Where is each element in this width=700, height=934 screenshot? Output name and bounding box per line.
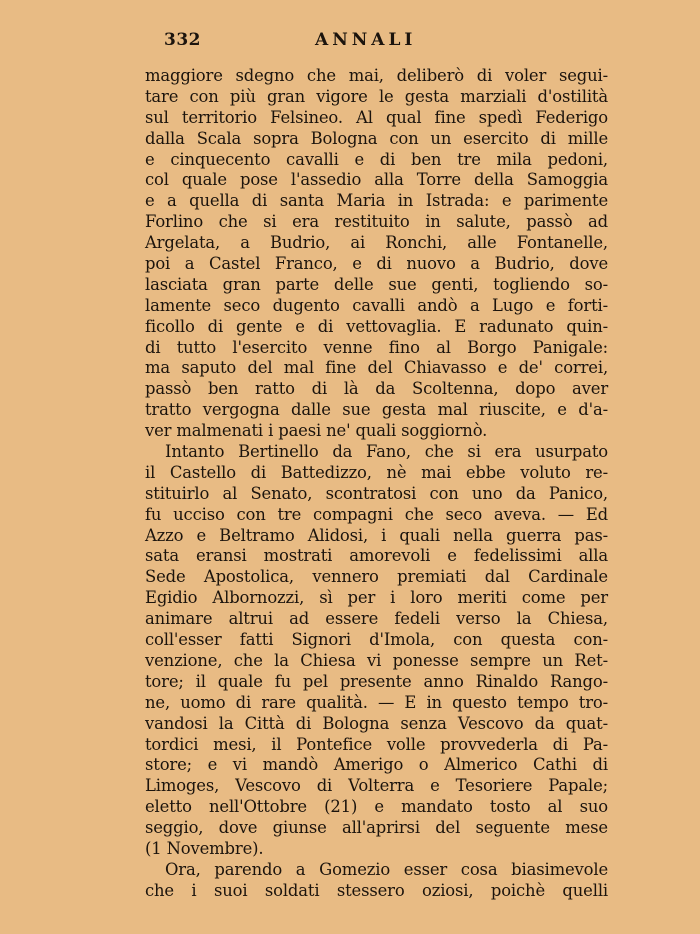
text-line: stituirlo al Senato, scontratosi con uno da Panico, (145, 483, 608, 503)
text-line: sata eransi mostrati amorevoli e fedelissimi alla (145, 546, 608, 566)
text-line: ficollo di gente e di vettovaglia. E radunato quin- (145, 316, 608, 336)
text-line: Forlino che si era restituito in salute, passò ad (145, 212, 608, 232)
text-line: passò ben ratto di là da Scoltenna, dopo aver (145, 379, 608, 399)
text-line: ne, uomo di rare qualità. — E in questo tempo tro- (145, 692, 608, 712)
text-line: venzione, che la Chiesa vi ponesse sempre un Ret- (145, 650, 608, 670)
text-line: Egidio Albornozzi, sì per i loro meriti come per (145, 588, 608, 608)
text-line: che i suoi soldati stessero oziosi, poichè quelli (145, 880, 608, 900)
text-line: tore; il quale fu pel presente anno Rinaldo Rango- (145, 671, 608, 691)
text-line: di tutto l'esercito venne fino al Borgo Panigale: (145, 337, 608, 357)
text-line: Ora, parendo a Gomezio esser cosa biasimevole (165, 859, 608, 879)
running-title: ANNALI (315, 30, 417, 50)
text-line: tare con più gran vigore le gesta marziali d'ostilità (145, 86, 608, 106)
text-line: eletto nell'Ottobre (21) e mandato tosto al suo (145, 797, 608, 817)
text-line: maggiore sdegno che mai, deliberò di voler segui- (145, 66, 608, 85)
text-line: vandosi la Città di Bologna senza Vescovo da quat- (145, 713, 608, 733)
text-line: Intanto Bertinello da Fano, che si era usurpato (165, 442, 608, 462)
text-line: ver malmenati i paesi ne' quali soggiornò. (145, 421, 488, 441)
text-line: Azzo e Beltramo Alidosi, i quali nella guerra pas- (145, 525, 608, 545)
text-line: animare altrui ad essere fedeli verso la Chiesa, (145, 609, 608, 629)
text-line: tratto vergogna dalle sue gesta mal riuscite, e d'a- (145, 400, 608, 420)
text-line: fu ucciso con tre compagni che seco aveva. — Ed (145, 504, 608, 524)
text-line: lasciata gran parte delle sue genti, togliendo so- (145, 274, 608, 294)
text-line: poi a Castel Franco, e di nuovo a Budrio, dove (145, 254, 608, 274)
text-line: Argelata, a Budrio, ai Ronchi, alle Fontanelle, (145, 233, 608, 253)
text-line: col quale pose l'assedio alla Torre della Samoggia (145, 170, 608, 190)
text-line: coll'esser fatti Signori d'Imola, con questa con- (145, 630, 608, 650)
text-line: Limoges, Vescovo di Volterra e Tesoriere Papale; (145, 776, 608, 796)
text-line: ma saputo del mal fine del Chiavasso e de' correi, (145, 358, 608, 378)
page-number: 332 (164, 30, 201, 50)
text-line: seggio, dove giunse all'aprirsi del seguente mese (145, 818, 608, 838)
text-line: sul territorio Felsineo. Al qual fine spedì Federigo (145, 107, 608, 127)
body-text (145, 66, 608, 902)
text-line: dalla Scala sopra Bologna con un esercito di mille (145, 128, 608, 148)
page-header (140, 30, 600, 56)
text-line: tordici mesi, il Pontefice volle provvederla di Pa- (145, 734, 608, 754)
text-line: e a quella di santa Maria in Istrada: e parimente (145, 191, 608, 211)
text-line: Sede Apostolica, vennero premiati dal Cardinale (145, 567, 608, 587)
text-line: e cinquecento cavalli e di ben tre mila pedoni, (145, 149, 608, 169)
text-line: lamente seco dugento cavalli andò a Lugo e forti- (145, 295, 608, 315)
text-line: (1 Novembre). (145, 838, 264, 858)
text-line: store; e vi mandò Amerigo o Almerico Cathi di (145, 755, 608, 775)
text-line: il Castello di Battedizzo, nè mai ebbe voluto re- (145, 462, 608, 482)
